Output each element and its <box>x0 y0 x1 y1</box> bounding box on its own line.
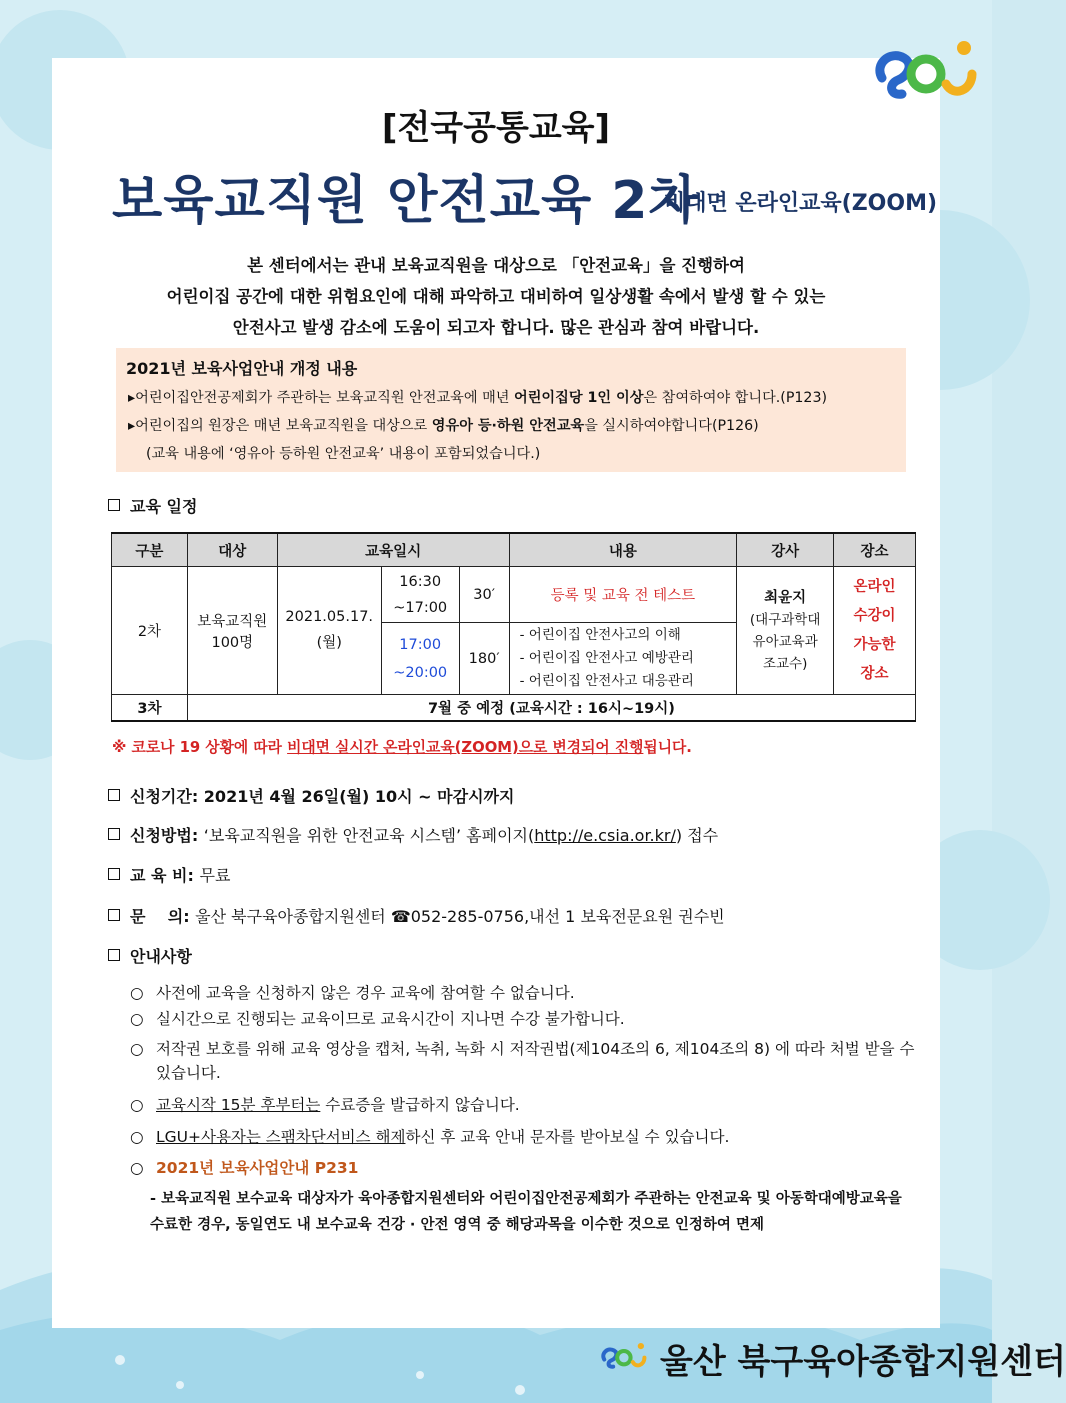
center-logo-icon <box>868 28 980 108</box>
guide-item-6-detail: - 보육교직원 보수교육 대상자가 육아종합지원센터와 어린이집안전공제회가 주관하는 안전교육 및 아동학대예방교육을 수료한 경우, 동일연도 내 보수교육 건강 · 안전 영역 중 해당과목을 이수한 것으로 인정하여 면제 <box>150 1191 902 1233</box>
application-period: 신청기간: 2021년 4월 26일(월) 10시 ~ 마감시까지 <box>108 784 514 807</box>
page-title: 보육교직원 안전교육 2차 <box>112 171 700 231</box>
checkbox-square-icon <box>108 868 120 880</box>
guide-section-title: 안내사항 <box>108 944 192 967</box>
event-category: [전국공통교육] <box>381 108 611 148</box>
header-cell: 대상 <box>187 533 277 567</box>
content-cell: - 어린이집 안전사고의 이해 - 어린이집 안전사고 예방관리 - 어린이집 안전사고 대응관리 <box>509 623 737 695</box>
guide-item-5: ○ LGU+사용자는 스팸차단서비스 해제하신 후 교육 안내 문자를 받아보실 수 있습니다. <box>130 1128 730 1146</box>
table-row <box>112 695 916 721</box>
date-cell: 2021.05.17. (월) <box>277 567 381 695</box>
revision-line-2: ▸어린이집의 원장은 매년 보육교직원을 대상으로 영유아 등·하원 안전교육을 실시하여야합니다(P126) <box>128 418 759 434</box>
revision-box-title: 2021년 보육사업안내 개정 내용 <box>126 359 358 378</box>
education-fee: 교 육 비: 무료 <box>108 863 230 886</box>
application-method: 신청방법: ‘보육교직원을 위한 안전교육 시스템’ 홈페이지(http://e.csia.or.kr/) 접수 <box>108 823 718 846</box>
guide-item-1: ○ 사전에 교육을 신청하지 않은 경우 교육에 참여할 수 없습니다. <box>130 984 575 1002</box>
guide-item-3: ○ 저작권 보호를 위해 교육 영상을 캡처, 녹취, 녹화 시 저작권법(제104조의 6, 제104조의 8) 에 따라 처벌 받을 수 있습니다. <box>130 1040 915 1082</box>
intro-line-3: 안전사고 발생 감소에 도움이 되고자 합니다. 많은 관심과 참여 바랍니다. <box>232 318 760 337</box>
title-format-note: 비대면 온라인교육(ZOOM) <box>664 191 938 216</box>
round-cell: 2차 <box>112 567 188 695</box>
homepage-link[interactable]: http://e.csia.or.kr/ <box>534 826 676 845</box>
intro-line-1: 본 센터에서는 관내 보육교직원을 대상으로 「안전교육」을 진행하여 <box>247 256 745 275</box>
checkbox-square-icon <box>108 789 120 801</box>
guide-item-4: ○ 교육시작 15분 후부터는 수료증을 발급하지 않습니다. <box>130 1096 520 1114</box>
header-cell: 구분 <box>112 533 188 567</box>
minutes-cell: 180′ <box>459 623 509 695</box>
table-header-row <box>112 533 916 567</box>
header-cell: 강사 <box>737 533 834 567</box>
revision-line-3: (교육 내용에 ‘영유아 등하원 안전교육’ 내용이 포함되었습니다.) <box>146 446 541 462</box>
contact-info: 문 의: 울산 북구육아종합지원센터 ☎052-285-0756,내선 1 보육전문요원 권수빈 <box>108 904 725 927</box>
instructor-cell: 최윤지 (대구과학대 유아교육과 조교수) <box>737 567 834 695</box>
footer-org-name: 울산 북구육아종합지원센터 <box>660 1342 1066 1382</box>
target-cell: 보육교직원 100명 <box>187 567 277 695</box>
revision-line-1: ▸어린이집안전공제회가 주관하는 보육교직원 안전교육에 매년 어린이집당 1인 이상은 참여하여야 합니다.(P123) <box>128 390 828 406</box>
round-cell: 3차 <box>112 695 188 721</box>
center-logo-icon <box>598 1330 648 1380</box>
table-row <box>112 567 916 623</box>
time-cell: 16:30 ~17:00 <box>381 567 459 623</box>
header-cell: 내용 <box>509 533 737 567</box>
guide-item-2: ○ 실시간으로 진행되는 교육이므로 교육시간이 지나면 수강 불가합니다. <box>130 1010 625 1028</box>
header-cell: 장소 <box>834 533 916 567</box>
round3-note-cell: 7월 중 예정 (교육시간 : 16시~19시) <box>187 695 915 721</box>
intro-line-2: 어린이집 공간에 대한 위험요인에 대해 파악하고 대비하여 일상생활 속에서 발생 할 수 있는 <box>166 287 826 306</box>
checkbox-square-icon <box>108 499 120 511</box>
checkbox-square-icon <box>108 949 120 961</box>
schedule-section-title: 교육 일정 <box>108 494 197 517</box>
time-cell: 17:00 ~20:00 <box>381 623 459 695</box>
checkbox-square-icon <box>108 909 120 921</box>
minutes-cell: 30′ <box>459 567 509 623</box>
checkbox-square-icon <box>108 828 120 840</box>
header-cell: 교육일시 <box>277 533 509 567</box>
guide-item-6: ○ 2021년 보육사업안내 P231 <box>130 1159 359 1177</box>
schedule-table <box>111 532 916 722</box>
place-cell: 온라인 수강이 가능한 장소 <box>834 567 916 695</box>
content-cell: 등록 및 교육 전 테스트 <box>509 567 737 623</box>
covid-notice: ※ 코로나 19 상황에 따라 비대면 실시간 온라인교육(ZOOM)으로 변경되어 진행됩니다. <box>112 739 692 756</box>
